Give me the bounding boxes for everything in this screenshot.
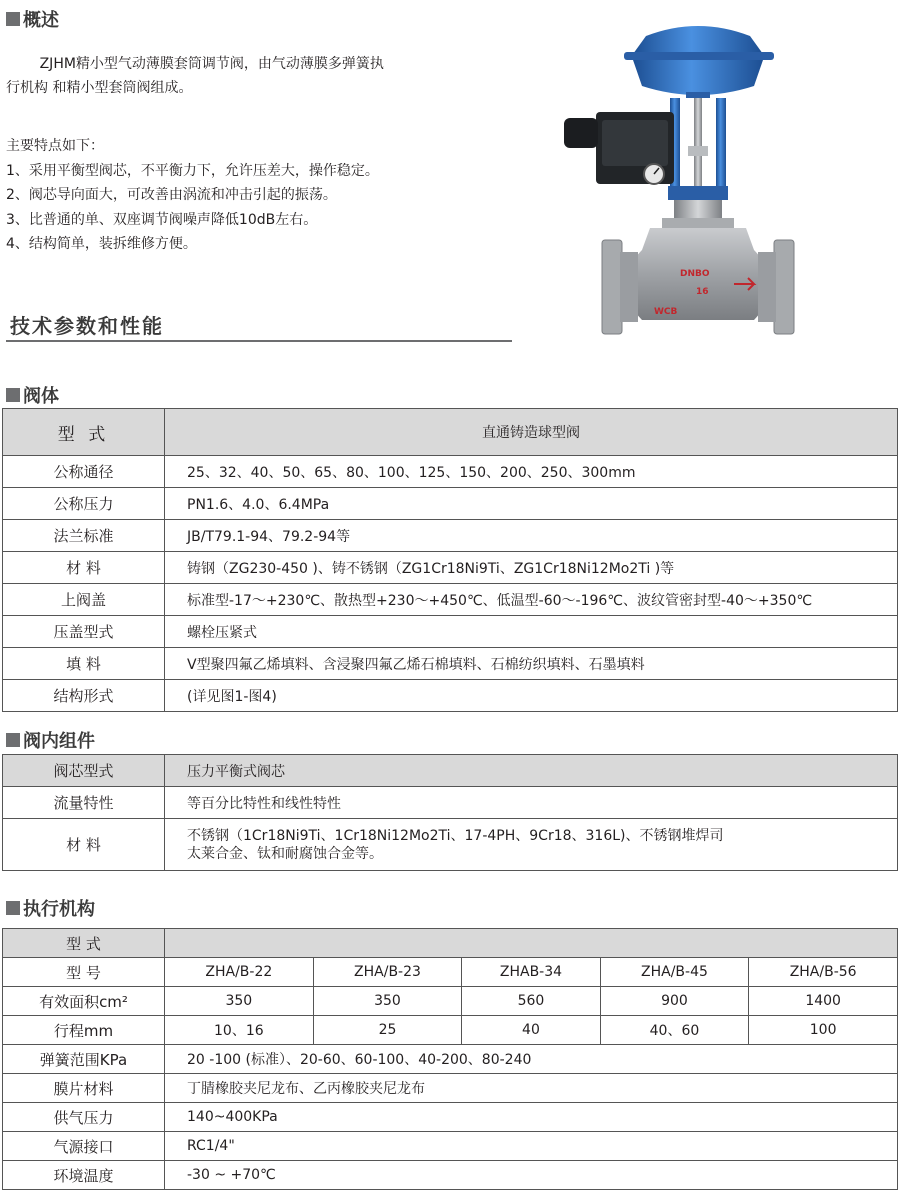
table-row: 填 料 V型聚四氟乙烯填料、含浸聚四氟乙烯石棉填料、石棉纺织填料、石墨填料 (3, 648, 898, 680)
trim-heading: 阀内组件 (6, 727, 95, 753)
feature-item: 3、比普通的单、双座调节阀噪声降低10dB左右。 (6, 211, 318, 228)
table-row: 环境温度 -30 ~ +70℃ (3, 1161, 898, 1190)
features-title: 主要特点如下： (6, 138, 104, 154)
table-header-label: 型 式 (3, 409, 165, 456)
table-row: 材 料 不锈钢（1Cr18Ni9Ti、1Cr18Ni12Mo2Ti、17-4PH、9Cr18、316L)、不锈钢堆焊司 太莱合金、钛和耐腐蚀合金等。 (3, 819, 898, 871)
body-marking-material: WCB (654, 307, 678, 317)
trim-table (2, 754, 898, 871)
square-bullet-icon (6, 901, 20, 915)
table-row: 流量特性 等百分比特性和线性特性 (3, 787, 898, 819)
body-marking-dn: DNBO (680, 269, 710, 279)
tech-section-title: 技术参数和性能 (10, 314, 164, 338)
features-list (6, 134, 466, 257)
table-row: 公称通径 25、32、40、50、65、80、100、125、150、200、250、300mm (3, 456, 898, 488)
table-row: 弹簧范围KPa 20 -100 (标准）、20-60、60-100、40-200、80-240 (3, 1045, 898, 1074)
bonnet (674, 200, 722, 218)
actuator-cover-top (633, 26, 763, 54)
tech-title-underline (6, 340, 512, 342)
table-row: 气源接口 RC1/4" (3, 1132, 898, 1161)
yoke-right (716, 98, 726, 196)
table-header-row (3, 409, 898, 456)
intro-paragraph: ZJHM精小型气动薄膜套筒调节阀，由气动薄膜多弹簧执 行机构 和精小型套筒阀组成。 (6, 56, 384, 96)
feature-item: 4、结构简单，装拆维修方便。 (6, 236, 197, 252)
control-valve-image (558, 14, 808, 344)
overview-heading: 概述 (6, 6, 59, 32)
square-bullet-icon (6, 12, 20, 26)
table-row: 供气压力 140~400KPa (3, 1103, 898, 1132)
feature-item: 1、采用平衡型阀芯，不平衡力下，允许压差大，操作稳定。 (6, 162, 379, 179)
table-row: 行程mm 10、16 25 40 40、60 100 (3, 1016, 898, 1045)
valve-body-heading: 阀体 (6, 382, 59, 408)
actuator-heading: 执行机构 (6, 895, 95, 921)
actuator-table (2, 928, 898, 1190)
table-row: 法兰标准 JB/T79.1-94、79.2-94等 (3, 520, 898, 552)
actuator-cover-bottom (633, 60, 763, 95)
table-row: 结构形式 (详见图1-图4) (3, 680, 898, 712)
table-row: 膜片材料 丁腈橡胶夹尼龙布、乙丙橡胶夹尼龙布 (3, 1074, 898, 1103)
flange-left (602, 240, 622, 334)
body-marking-pn: 16 (696, 287, 709, 297)
table-header-value: 直通铸造球型阀 (165, 409, 898, 456)
table-row: 公称压力 PN1.6、4.0、6.4MPa (3, 488, 898, 520)
table-row: 阀芯型式 压力平衡式阀芯 (3, 755, 898, 787)
flange-right (774, 240, 794, 334)
table-row: 压盖型式 螺栓压紧式 (3, 616, 898, 648)
table-row: 材 料 铸钢（ZG230-450 )、铸不锈钢（ZG1Cr18Ni9Ti、ZG1Cr18Ni12Mo2Ti )等 (3, 552, 898, 584)
table-row: 型 式 (3, 929, 898, 958)
actuator-flange (624, 52, 774, 60)
square-bullet-icon (6, 388, 20, 402)
feature-item: 2、阀芯导向面大，可改善由涡流和冲击引起的振荡。 (6, 187, 337, 203)
valve-body-table (2, 408, 898, 712)
table-row: 型 号 ZHA/B-22 ZHA/B-23 ZHAB-34 ZHA/B-45 ZHA/B-56 (3, 958, 898, 987)
positioner-junction (564, 118, 598, 148)
table-row: 上阀盖 标准型-17～+230℃、散热型+230～+450℃、低温型-60～-196℃、波纹管密封型-40～+350℃ (3, 584, 898, 616)
square-bullet-icon (6, 733, 20, 747)
table-row: 有效面积cm² 350 350 560 900 1400 (3, 987, 898, 1016)
